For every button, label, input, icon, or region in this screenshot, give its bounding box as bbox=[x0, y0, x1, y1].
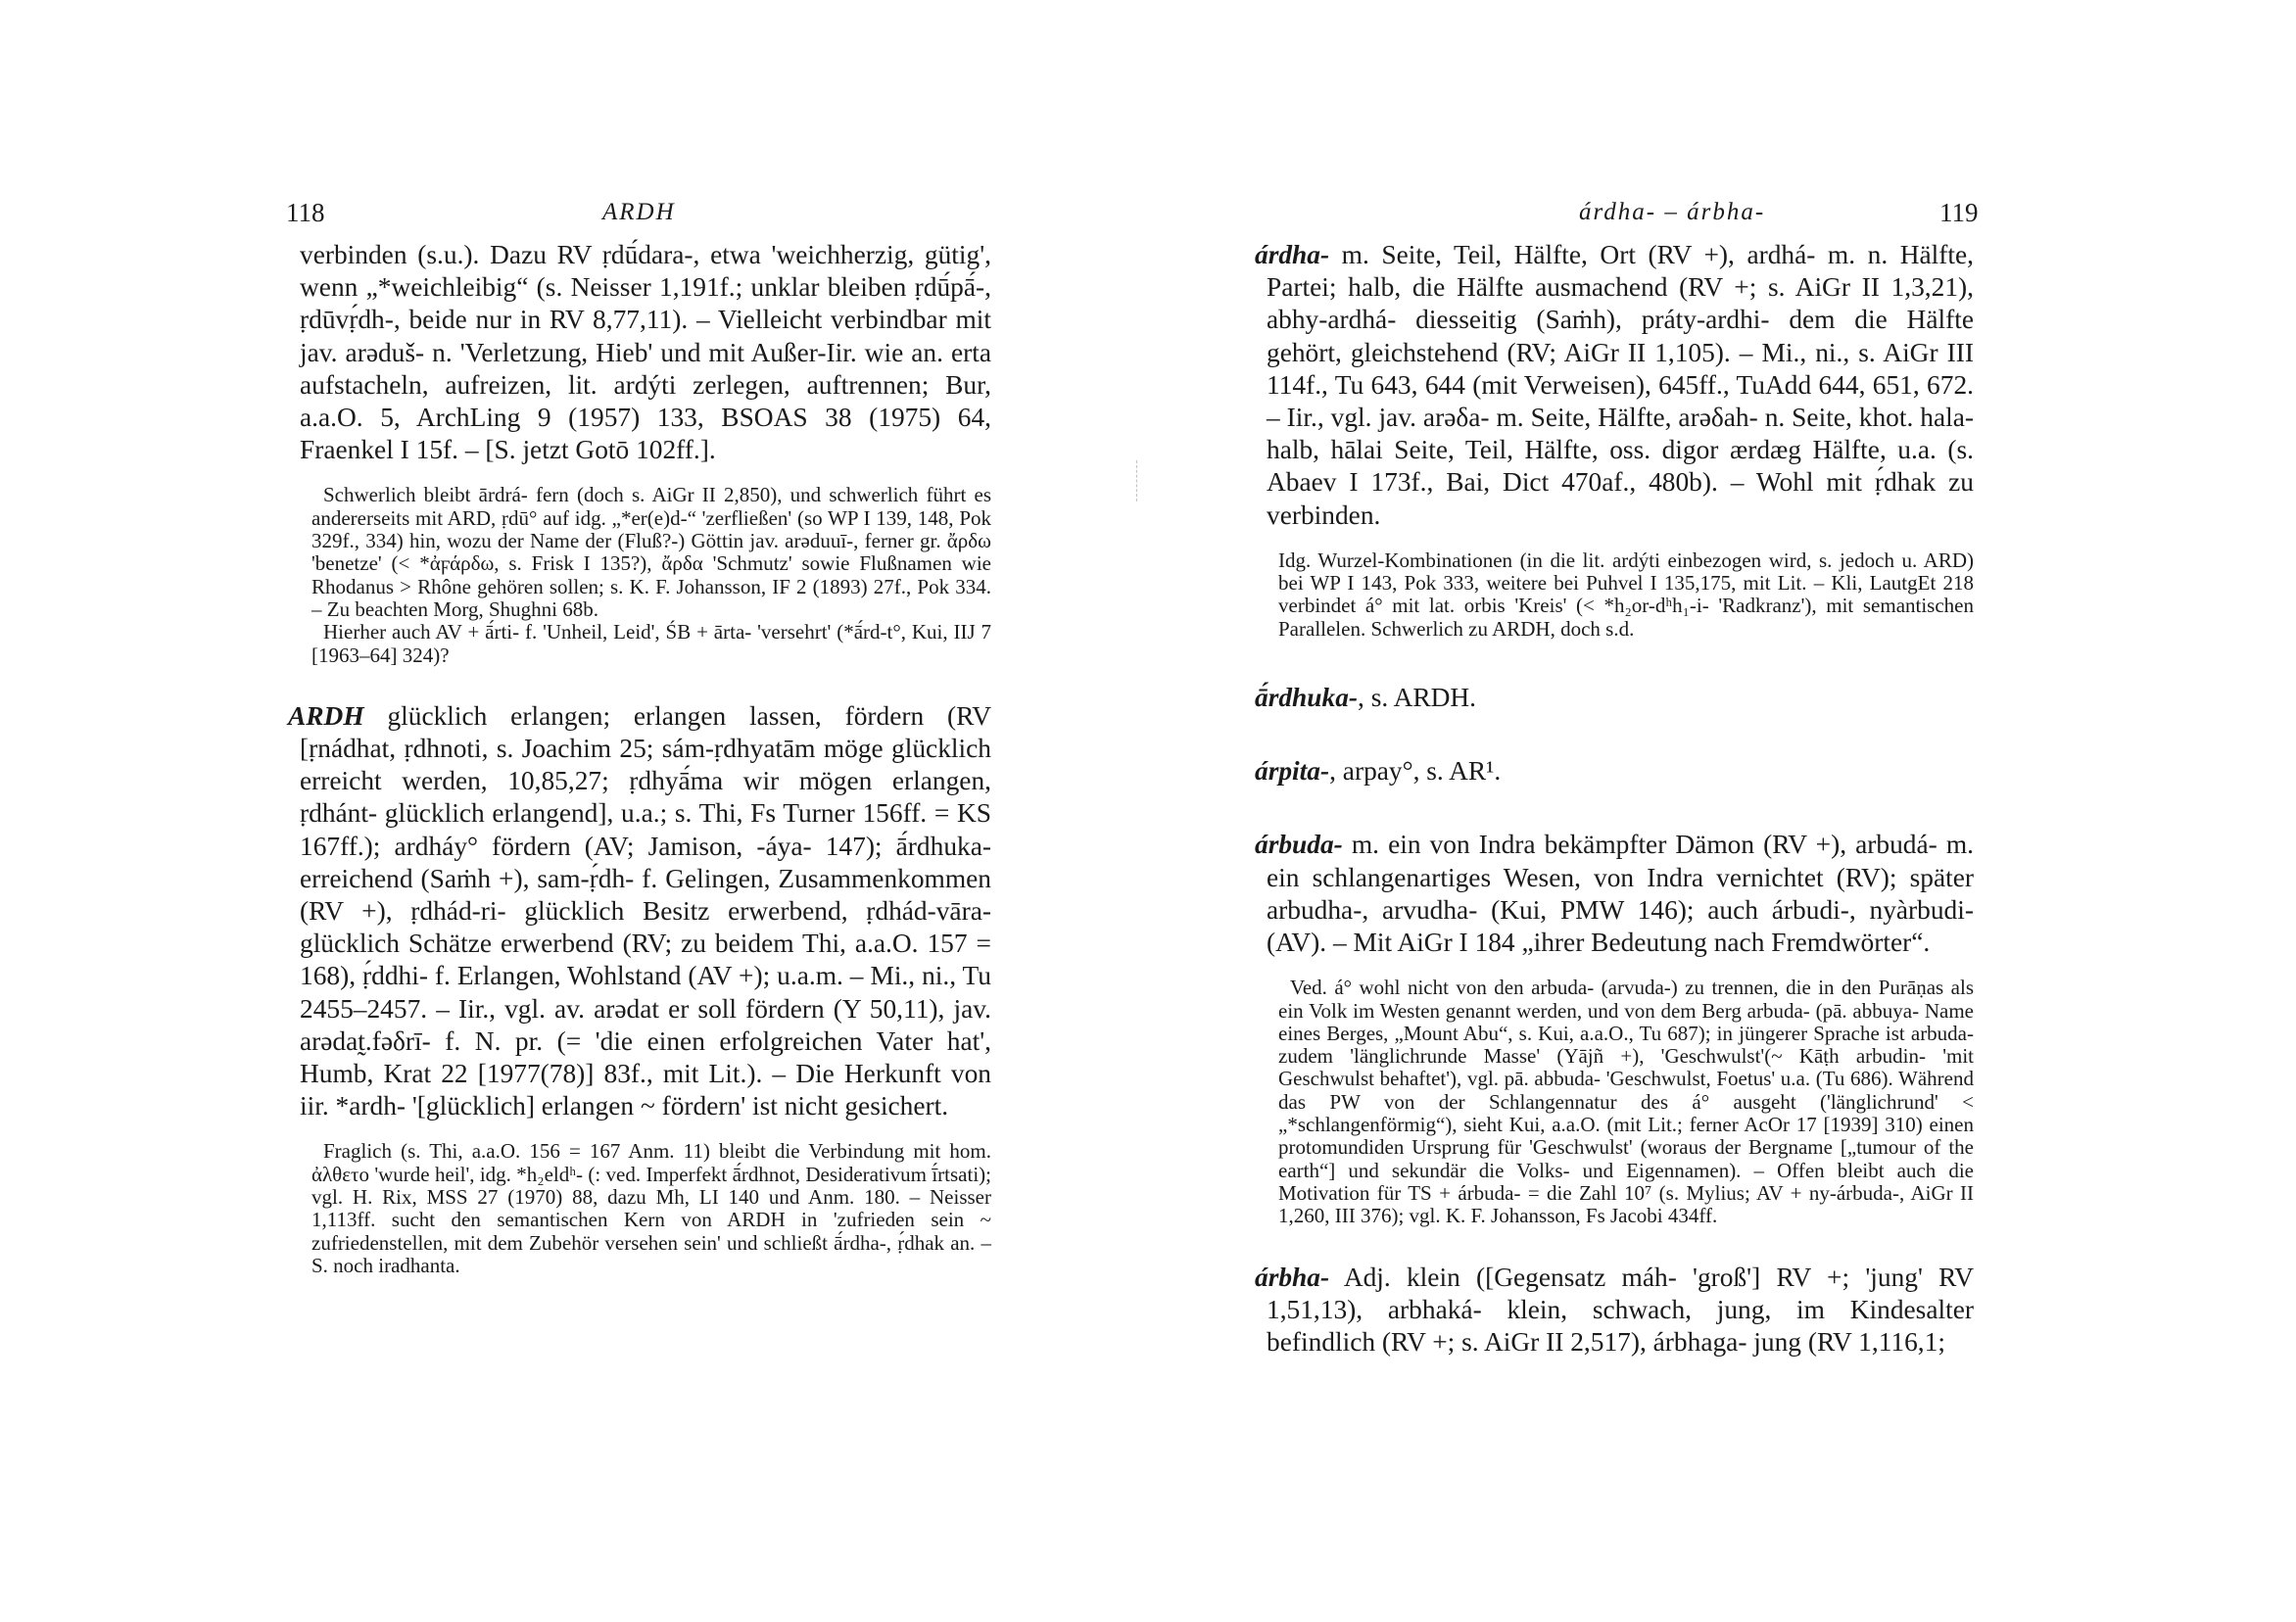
entry-lemma: ARDH bbox=[288, 700, 364, 731]
gutter-mark bbox=[1136, 460, 1137, 501]
entry-body: m. ein von Indra bekämpfter Dämon (RV +), arbudá- m. ein schlangenartiges Wesen, von Indra vernichtet (RV); später arbudha-, arvudha- (Kui, PMW 146); auch árbudi-, nyàrbudi- (AV). – Mit AiGr I 184 „ihrer Bedeutung nach Fremdwörter“. bbox=[1267, 830, 1974, 958]
page-number-left: 118 bbox=[286, 198, 325, 227]
entry-ardha bbox=[1255, 239, 1974, 532]
continuation-paragraph: verbinden (s.u.). Dazu RV ṛdū́dara-, etwa 'weichherzig, gütig', wenn „*weichleibig“ (s. Neisser 1,191f.; unklar bleiben ṛdū́pā́-, ṛdūvṛ́dh-, beide nur in RV 8,77,11). – Vielleicht verbindbar mit jav. arəduš- n. 'Verletzung, Hieb' und mit Außer-Iir. wie an. erta aufstacheln, aufreizen, lit. ardýti zerlegen, auftrennen; Bur, a.a.O. 5, ArchLing 9 (1957) 133, BSOAS 38 (1975) 64, Fraenkel I 15f. – [S. jetzt Gotō 102ff.]. bbox=[300, 240, 991, 465]
entry-arbha bbox=[1255, 1262, 1974, 1360]
entry-lemma: ā́rdhuka- bbox=[1255, 683, 1359, 713]
entry-body: Adj. klein ([Gegensatz máh- 'groß'] RV +; 'jung' RV 1,51,13), arbhaká- klein, schwach, jung, im Kindesalter befindlich (RV +; s. AiGr II 2,517), árbhaga- jung (RV 1,116,1; bbox=[1267, 1262, 1974, 1357]
footnote-paragraph: Hierher auch AV + ā́rti- f. 'Unheil, Leid', ŚB + ārta- 'versehrt' (*ā́rd-t°, Kui, IIJ 7 [1963–64] 324)? bbox=[311, 620, 991, 667]
entry-arpita bbox=[1255, 755, 1974, 787]
running-head-right: árdha- – árbha- bbox=[1579, 199, 1766, 225]
entry-lemma: árbha- bbox=[1255, 1262, 1330, 1292]
entry-lemma: árpita- bbox=[1255, 756, 1330, 787]
right-page bbox=[1148, 0, 2296, 1622]
running-head-left: ARDH bbox=[602, 199, 676, 225]
entry-body: glücklich erlangen; erlangen lassen, fördern (RV [ṛnádhat, ṛdhnoti, s. Joachim 25; sám-ṛdhyatām möge glücklich erreicht werden, 10,85,27; ṛdhyā́ma wir mögen erlangen, ṛdhánt- glücklich erlangend], u.a.; s. Thi, Fs Turner 156ff. = KS 167ff.); ardháy° fördern (AV; Jamison, -áya- 147); ā́rdhuka- erreichend (Saṁh +), sam-ṛ́dh- f. Gelingen, Zusammenkommen (RV +), ṛdhád-ri- glücklich Besitz erwerbend, ṛdhád-vāra- glücklich Schätze erwerbend (RV; zu beidem Thi, a.a.O. 157 = 168), ṛ́ddhi- f. Erlangen, Wohlstand (AV +); u.a.m. – Mi., ni., Tu 2455–2457. – Iir., vgl. av. arədat er soll fördern (Y 50,11), jav. arədat̰.fəδrī- f. N. pr. (= 'die einen erfolgreichen Vater hat', Humb, Krat 22 [1977(78)] 83f., mit Lit.). – Die Herkunft von iir. *ardh- '[glücklich] erlangen ~ fördern' ist nicht gesichert. bbox=[300, 700, 991, 1121]
entry-body: m. Seite, Teil, Hälfte, Ort (RV +), ardhá- m. n. Hälfte, Partei; halb, die Hälfte ausmachend (RV +; s. AiGr II 1,3,21), abhy-ardhá- diesseitig (Saṁh), práty-ardhi- dem die Hälfte gehört, gleichstehend (RV; AiGr II 1,105). – Mi., ni., s. AiGr III 114f., Tu 643, 644 (mit Verweisen), 645ff., TuAdd 644, 651, 672. – Iir., vgl. jav. arəδa- m. Seite, Hälfte, arəδah- n. Seite, khot. hala- halb, hālai Seite, Teil, Hälfte, oss. digor ærdæg Hälfte, u.a. (s. Abaev I 173f., Bai, Dict 470af., 480b). – Wohl mit ṛ́dhak zu verbinden. bbox=[1267, 240, 1974, 530]
entry-ardh bbox=[288, 700, 991, 1123]
footnote-paragraph: Idg. Wurzel-Kombinationen (in die lit. ardýti einbezogen wird, s. jedoch u. ARD) bei WP I 143, Pok 333, weitere bei Puhvel I 135,175, mit Lit. – Kli, LautgEt 218 verbindet á° mit lat. orbis 'Kreis' (< *h₂or-dʰh₁-i- 'Radkranz'), mit semantischen Parallelen. Schwerlich zu ARDH, doch s.d. bbox=[1278, 548, 1974, 641]
footnote-paragraph: Ved. á° wohl nicht von den arbuda- (arvuda-) zu trennen, die in den Purāṇas als ein Volk im Westen genannt werden, und von dem Berg arbuda- (pā. abbuya- Name eines Berges, „Mount Abu“, s. Kui, a.a.O., Tu 687); in jüngerer Sprache ist arbuda- zudem 'länglichrunde Masse' (Yājñ +), 'Geschwulst'(~ Kāṭh arbudin- 'mit Geschwulst behaftet'), vgl. pā. abbuda- 'Geschwulst, Foetus' u.a. (Tu 686). Während das PW von der Schlangennatur des á° ausgeht ('länglichrund' < „*schlangenförmig“), sieht Kui, a.a.O. (mit Lit.; ferner AcOr 17 [1939] 310) einen protomundiden Ursprung für 'Geschwulst' (woraus der Bergname [„tumour of the earth“] und sekundär die Volks- und Eigennamen). – Offen bleibt auch die Motivation für TS + árbuda- = die Zahl 10⁷ (s. Mylius; AV + ny-árbuda-, AiGr II 1,260, III 376); vgl. K. F. Johansson, Fs Jacobi 434ff. bbox=[1278, 976, 1974, 1228]
page-number-right: 119 bbox=[1939, 198, 1979, 227]
entry-ardhuka bbox=[1255, 682, 1974, 714]
footnote-paragraph: Fraglich (s. Thi, a.a.O. 156 = 167 Anm. 11) bleibt die Verbindung mit hom. ἀλθετο 'wurde heil', idg. *h₂eldʰ- (: ved. Imperfekt ā́rdhnot, Desiderativum ī́rtsati); vgl. H. Rix, MSS 27 (1970) 88, dazu Mh, LI 140 und Anm. 180. – Neisser 1,113ff. sucht den semantischen Kern von ARDH in 'zufrieden sein ~ zufriedenstellen, mit dem Zubehör versehen sein' und schließt ā́rdha-, ṛ́dhak an. – S. noch iradhanta. bbox=[311, 1139, 991, 1277]
entry-lemma: árdha- bbox=[1255, 240, 1330, 269]
entry-body: , arpay°, s. AR¹. bbox=[1329, 756, 1502, 787]
left-column bbox=[288, 239, 991, 1277]
right-column bbox=[1255, 239, 1974, 1359]
entry-body: , s. ARDH. bbox=[1358, 683, 1477, 713]
entry-arbuda bbox=[1255, 829, 1974, 959]
entry-lemma: árbuda- bbox=[1255, 830, 1343, 860]
footnote-paragraph: Schwerlich bleibt ārdrá- fern (doch s. AiGr II 2,850), und schwerlich führt es andererseits mit ARD, ṛdū° auf idg. „*er(e)d-“ 'zerfließen' (so WP I 139, 148, Pok 329f., 334) hin, wozu der Name der (Fluß?-) Göttin jav. arəduuī-, ferner gr. ἄρδω 'benetze' (< *ἀϝάρδω, s. Frisk I 135?), ἄρδα 'Schmutz' sowie Flußnamen wie Rhodanus > Rhône gehören sollen; s. K. F. Johansson, IF 2 (1893) 27f., Pok 334. – Zu beachten Morg, Shughni 68b. bbox=[311, 483, 991, 621]
